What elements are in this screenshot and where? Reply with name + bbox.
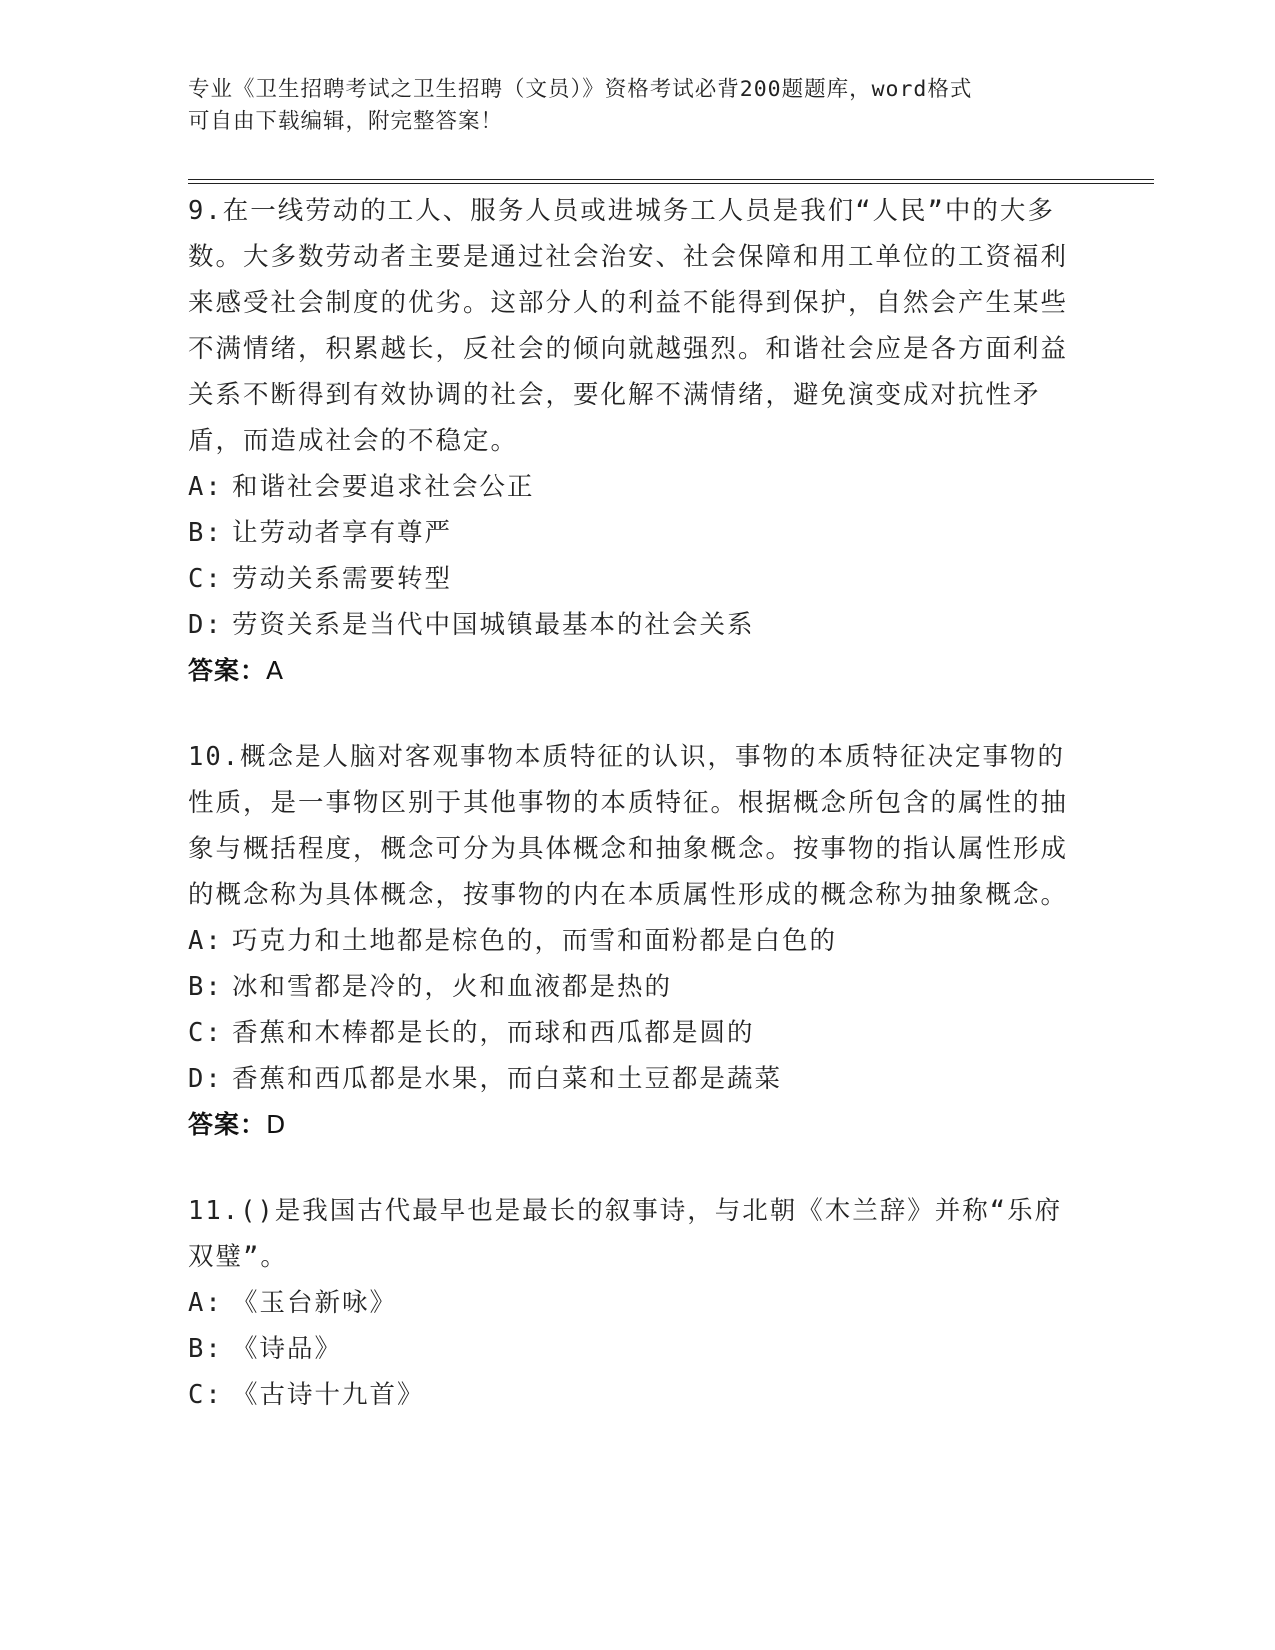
question-11: [188, 1188, 1088, 1418]
question-spacer: [188, 1148, 1088, 1188]
option-d: [188, 1056, 1088, 1102]
option-b: [188, 964, 1088, 1010]
option-letter: C:: [188, 1018, 223, 1048]
option-text: 《玉台新咏》: [232, 1288, 398, 1318]
header-line-1: 专业《卫生招聘考试之卫生招聘（文员）》资格考试必背200题题库，word格式: [188, 77, 973, 102]
option-a: [188, 464, 1088, 510]
option-c: [188, 556, 1088, 602]
option-letter: C:: [188, 1380, 223, 1410]
option-text: 巧克力和土地都是棕色的，而雪和面粉都是白色的: [232, 926, 838, 956]
option-letter: D:: [188, 610, 223, 640]
option-a: [188, 1280, 1088, 1326]
option-c: [188, 1372, 1088, 1418]
option-text: 香蕉和西瓜都是水果，而白菜和土豆都是蔬菜: [232, 1064, 783, 1094]
header-divider-top: [188, 179, 1154, 180]
question-stem: 10.概念是人脑对客观事物本质特征的认识，事物的本质特征决定事物的性质，是一事物区别于其他事物的本质特征。根据概念所包含的属性的抽象与概括程度，概念可分为具体概念和抽象概念。按事物的指认属性形成的概念称为具体概念，按事物的内在本质属性形成的概念称为抽象概念。: [188, 742, 1069, 910]
question-10: [188, 734, 1088, 1148]
option-letter: D:: [188, 1064, 223, 1094]
answer-line: [188, 648, 1088, 694]
answer-label: 答案：: [188, 1110, 267, 1139]
question-spacer: [188, 694, 1088, 734]
option-letter: B:: [188, 518, 223, 548]
option-text: 香蕉和木棒都是长的，而球和西瓜都是圆的: [232, 1018, 755, 1048]
option-letter: A:: [188, 926, 223, 956]
question-stem: 9.在一线劳动的工人、服务人员或进城务工人员是我们“人民”中的大多数。大多数劳动者主要是通过社会治安、社会保障和用工单位的工资福利来感受社会制度的优劣。这部分人的利益不能得到保护，自然会产生某些不满情绪，积累越长，反社会的倾向就越强烈。和谐社会应是各方面利益关系不断得到有效协调的社会，要化解不满情绪，避免演变成对抗性矛盾，而造成社会的不稳定。: [188, 196, 1069, 456]
option-letter: B:: [188, 972, 223, 1002]
option-d: [188, 602, 1088, 648]
answer-value: A: [266, 656, 285, 685]
question-9: [188, 188, 1088, 694]
header-divider-bottom: [188, 183, 1154, 184]
answer-label: 答案：: [188, 656, 267, 685]
answer-line: [188, 1102, 1088, 1148]
option-text: 让劳动者享有尊严: [232, 518, 453, 548]
option-text: 劳动关系需要转型: [232, 564, 453, 594]
option-letter: A:: [188, 1288, 223, 1318]
question-stem: 11.()是我国古代最早也是最长的叙事诗，与北朝《木兰辞》并称“乐府双璧”。: [188, 1196, 1063, 1272]
option-text: 冰和雪都是冷的，火和血液都是热的: [232, 972, 673, 1002]
option-c: [188, 1010, 1088, 1056]
option-letter: A:: [188, 472, 223, 502]
document-body: [188, 188, 1088, 1418]
option-b: [188, 510, 1088, 556]
option-a: [188, 918, 1088, 964]
option-b: [188, 1326, 1088, 1372]
option-text: 《古诗十九首》: [232, 1380, 425, 1410]
option-text: 劳资关系是当代中国城镇最基本的社会关系: [232, 610, 755, 640]
option-letter: C:: [188, 564, 223, 594]
answer-value: D: [266, 1110, 287, 1139]
option-letter: B:: [188, 1334, 223, 1364]
document-header: [188, 74, 1088, 138]
header-line-2: 可自由下载编辑，附完整答案！: [188, 109, 504, 134]
option-text: 《诗品》: [232, 1334, 343, 1364]
option-text: 和谐社会要追求社会公正: [232, 472, 535, 502]
